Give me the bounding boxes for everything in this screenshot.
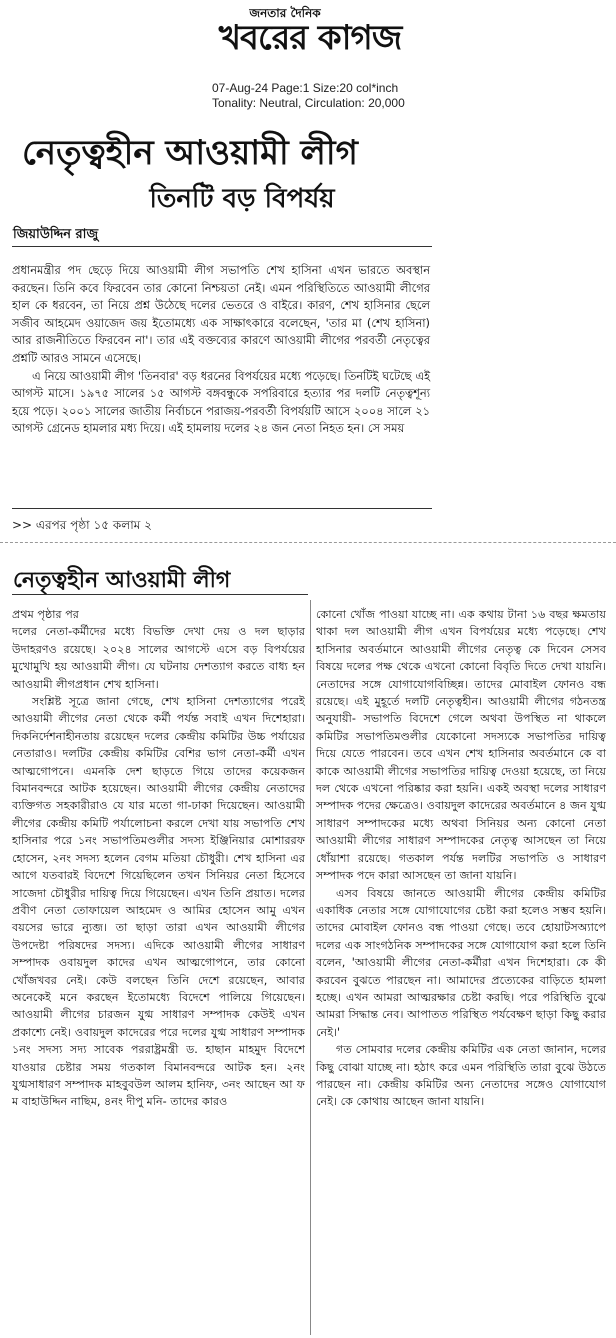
continuation-right-column <box>316 606 606 1111</box>
byline-rule <box>12 246 432 247</box>
lead-paragraph-2: এ নিয়ে আওয়ামী লীগ 'তিনবার' বড় ধরনের বিপর্যয়ের মধ্যে পড়েছে। তিনটিই ঘটেছে এই আগস্ট মাসে। ১৯৭৫ সালের ১৫ আগস্ট বঙ্গবন্ধুকে সপরিবারে হত্যার পর দলটি নেতৃত্বশূন্য হয়ে পড়ে। ২০০১ সালের জাতীয় নির্বাচনে পরাজয়-পরবর্তী বিপর্যয়টি আসে ২০০৪ সালে ২১ আগস্ট গ্রেনেড হামলার মধ্য দিয়ে। এই হামলায় দলের ২৪ জন নেতা নিহত হন। সে সময় <box>12 368 430 436</box>
masthead-newspaper-name: খবরের কাগজ <box>218 18 402 58</box>
section-separator-rule <box>0 542 616 543</box>
left-paragraph-2: সংশ্লিষ্ট সূত্রে জানা গেছে, শেখ হাসিনা দেশত্যাগের পরেই আওয়ামী লীগের নেতা থেকে কর্মী পর্যন্ত সবাই এখন দিশেহারা। দিকনির্দেশনাহীনতায় রয়েছেন দলের কেন্দ্রীয় কমিটির উচ্চ পর্যায়ের নেতারাও। দলটির কেন্দ্রীয় কমিটির বেশির ভাগ নেতা-কর্মী এখন আত্মগোপনে। এমনকি দেশ ছাড়তে গিয়ে তাদের কয়েকজন বিমানবন্দরে আটক হয়েছেন। আওয়ামী লীগের কেন্দ্রীয় নেতাদের ব্যক্তিগত সহকারীরাও যে যার মতো গা-ঢাকা দিয়েছেন। আওয়ামী লীগের কেন্দ্রীয় কমিটি পর্যালোচনা করলে দেখা যায় সভাপতি শেখ হাসিনার পরে ১নং সভাপতিমণ্ডলীর সদস্য ইঞ্জিনিয়ার মোশাররফ হোসেন, ২নং সদস্য হলেন বেগম মতিয়া চৌধুরী। শেখ হাসিনা এর আগে যতবারই বিদেশে গিয়েছিলেন তখন সিনিয়র নেতা হিসেবে সাজেদা চৌধুরীর দায়িত্ব দিয়ে গিয়েছেন। এখন তিনি প্রয়াত। দলের প্রবীণ নেতা তোফায়েল আহমেদ ও আমির হোসেন আমু এখন বয়সের ভারে ন্যুব্জ। তা ছাড়া তারা এখন আওয়ামী লীগের উপদেষ্টা পরিষদের সদস্য। এদিকে আওয়ামী লীগের সাধারণ সম্পাদক ওবায়দুল কাদের এখন আত্মগোপনে, তার কোনো খোঁজখবর নেই। কেউ বলছেন তিনি দেশে রয়েছেন, আবার অনেকেই মনে করছেন ইতোমধ্যে বিদেশে পালিয়ে গিয়েছেন। আওয়ামী লীগের চারজন যুগ্ম সাধারণ সম্পাদক কেউই এখন প্রকাশ্যে নেই। ওবায়দুল কাদেরের পরে দলের যুগ্ম সাধারণ সম্পাদক ১নং সদস্য সদ্য সাবেক পররাষ্ট্রমন্ত্রী ড. হাছান মাহমুদ বিদেশে যাওয়ার চেষ্টার সময় গতকাল বিমানবন্দরে আটক হন। ২নং যুগ্মসাধারণ সম্পাদক মাহবুবউল আলম হানিফ, ৩নং আছেন আ ফ ম বাহাউদ্দিন নাছিম, ৪নং দীপু মনি- তাদের কারও <box>12 695 305 1109</box>
continuation-headline-rule <box>12 594 308 595</box>
article-subheadline: তিনটি বড় বিপর্যয় <box>149 184 335 214</box>
from-front-page-label: প্রথম পৃষ্ঠার পর <box>12 608 79 621</box>
right-paragraph-1: কোনো খোঁজ পাওয়া যাচ্ছে না। এক কথায় টানা ১৬ বছর ক্ষমতায় থাকা দল আওয়ামী লীগ এখন বিপর্যয়ের মধ্যে পড়েছে। শেখ হাসিনার অবর্তমানে আওয়ামী লীগের নেতৃত্ব কে দিবেন সেসব বিষয়ে দলের পক্ষ থেকে এখনো কোনো বিবৃতি দিতে দেখা যায়নি। নেতাদের সঙ্গে যোগাযোগবিচ্ছিন্ন। তাদের মোবাইল ফোনও বন্ধ রয়েছে। এই মুহূর্তে দলটি নেতৃত্বহীন। আওয়ামী লীগের গঠনতন্ত্র অনুযায়ী- সভাপতি বিদেশে গেলে অথবা উপস্থিত না থাকলে কমিটির সভাপতিমণ্ডলীর যেকোনো সদস্যকে সভাপতির দায়িত্ব দিয়ে যেতে পারবেন। তবে এখন শেখ হাসিনার অবর্তমানে কে বা কাকে আওয়ামী লীগের সভাপতির দায়িত্ব দেওয়া হয়েছে, তা নিয়ে দল থেকে এখনো পরিষ্কার করা হয়নি। একই অবস্থা দলের সাধারণ সম্পাদক পদের ক্ষেত্রেও। ওবায়দুল কাদেরের অবর্তমানে ৪ জন যুগ্ম সাধারণ সম্পাদকের মধ্যে অথবা সিনিয়র অন্য কোনো নেতা আওয়ামী লীগের সাধারণ সম্পাদকের নেতৃত্ব আসছেন তা নিয়ে ধোঁয়াশা রয়েছে। গতকাল পর্যন্ত দলটির সভাপতি ও সাধারণ সম্পাদক পদে কারা আসছেন তা জানা যায়নি। <box>316 608 606 883</box>
masthead <box>0 0 616 60</box>
article-byline: জিয়াউদ্দিন রাজু <box>13 227 99 242</box>
clipping-meta-date-size: 07-Aug-24 Page:1 Size:20 col*inch <box>212 81 399 95</box>
left-paragraph-1: দলের নেতা-কর্মীদের মধ্যে বিভক্তি দেখা দেয় ও দল ছাড়ার উদাহরণও রয়েছে। ২০২৪ সালের আগস্টে এসে বড় বিপর্যয়ের মুখোমুখি হয় আওয়ামী লীগ। যে ঘটনায় দেশত্যাগ করতে বাধ্য হন আওয়ামী লীগপ্রধান শেখ হাসিনা। <box>12 625 305 691</box>
right-paragraph-2: এসব বিষয়ে জানতে আওয়ামী লীগের কেন্দ্রীয় কমিটির একাধিক নেতার সঙ্গে যোগাযোগের চেষ্টা করা হলেও সম্ভব হয়নি। তাদের মোবাইল ফোনও বন্ধ পাওয়া গেছে। তবে হোয়াটসঅ্যাপে দলের এক সাংগঠনিক সম্পাদকের সঙ্গে যোগাযোগ করা হলে তিনি বলেন, 'আওয়ামী লীগের নেতা-কর্মীরা এখন দিশেহারা। কে কী করবেন বুঝতে পারছেন না। আমাদের প্রত্যেকের বাড়িতে হামলা হচ্ছে। এখন আমরা আত্মরক্ষার চেষ্টা করছি। পরে পরিস্থিতি বুঝে আমরা সিদ্ধান্ত নেব। আপাতত পরিস্থিত পর্যবেক্ষণ ছাড়া কিছু করার নেই।' <box>316 886 606 1039</box>
article-headline: নেতৃত্বহীন আওয়ামী লীগ <box>22 133 358 173</box>
lead-paragraph-1: প্রধানমন্ত্রীর পদ ছেড়ে দিয়ে আওয়ামী লীগ সভাপতি শেখ হাসিনা এখন ভারতে অবস্থান করছেন। তিনি কবে ফিরবেন তার কোনো নিশ্চয়তা নেই। এমন পরিস্থিতিতে আওয়ামী লীগের হাল কে ধরবেন, তা নিয়ে প্রশ্ন উঠেছে দলের ভেতরে ও বাইরে। কারণ, শেখ হাসিনার ছেলে সজীব আহমেদ ওয়াজেদ জয় ইতোমধ্যে এক সাক্ষাৎকারে বলেছেন, 'তার মা (শেখ হাসিনা) আর রাজনীতিতে ফিরবেন না'। তার এই বক্তব্যের কারণে আওয়ামী লীগের পরবর্তী নেতৃত্বের প্রশ্নটি আরও সামনে এসেছে। <box>12 263 430 365</box>
lead-text <box>12 262 430 438</box>
continuation-left-column <box>12 606 305 1111</box>
continuation-headline: নেতৃত্বহীন আওয়ামী লীগ <box>13 568 231 593</box>
lead-bottom-rule <box>12 508 432 509</box>
continued-on-note: >> এরপর পৃষ্ঠা ১৫ কলাম ২ <box>12 518 152 532</box>
column-divider <box>310 600 311 1335</box>
clipping-meta-tonality: Tonality: Neutral, Circulation: 20,000 <box>212 96 405 110</box>
right-paragraph-3: গত সোমবার দলের কেন্দ্রীয় কমিটির এক নেতা জানান, দলের কিছু বোঝা যাচ্ছে না। হঠাৎ করে এমন পরিস্থিতি তারা বুঝে উঠতে পারছেন না। কেন্দ্রীয় কমিটির অন্য নেতাদের সঙ্গেও যোগাযোগ নেই। কে কোথায় আছেন জানা যায়নি। <box>316 1043 606 1109</box>
masthead-tagline: জনতার দৈনিক <box>249 6 321 20</box>
